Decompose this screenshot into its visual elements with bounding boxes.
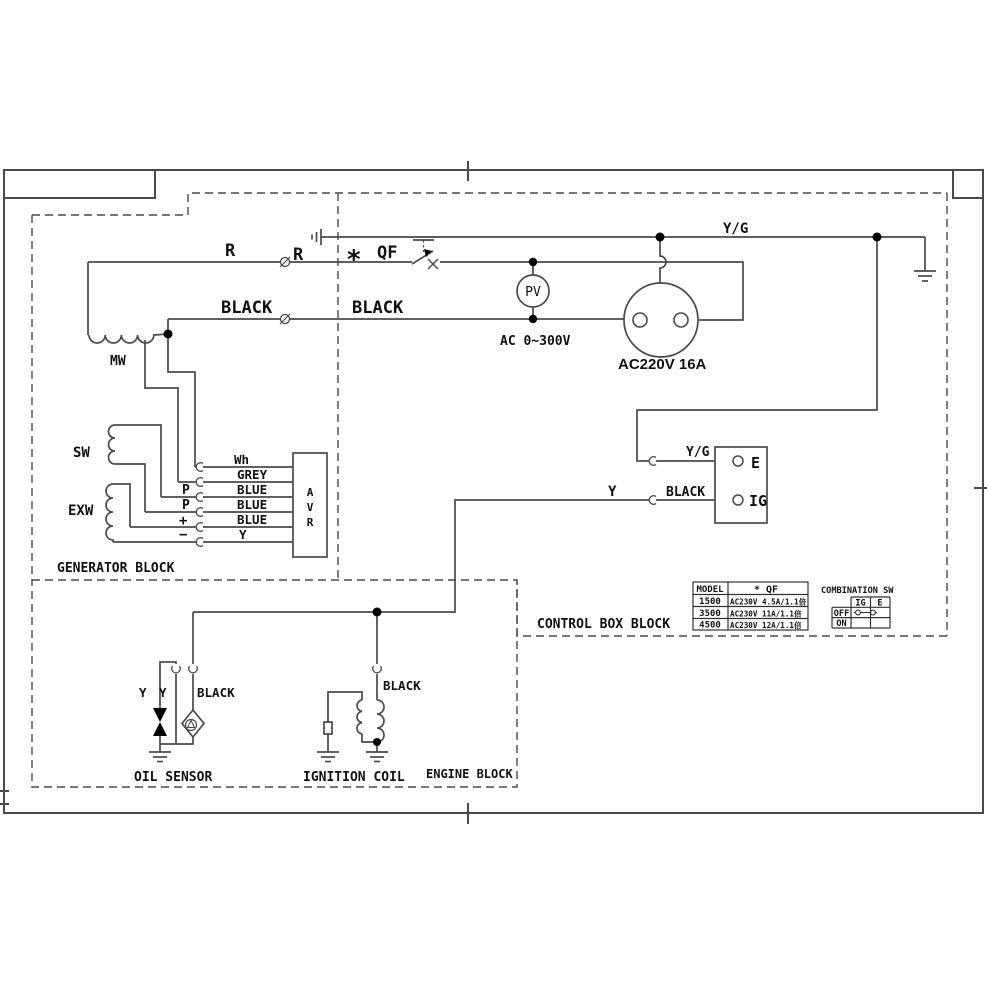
oil-wire-label-black: BLACK <box>197 685 235 700</box>
engine-block-title: ENGINE BLOCK <box>426 767 513 781</box>
qf-label: QF <box>377 243 398 263</box>
inline-connector-black-icon <box>280 314 290 324</box>
terminal-ig-circle <box>733 495 743 505</box>
socket-rating-label: AC220V 16A <box>618 356 707 373</box>
spark-plug-ground-icon <box>317 752 339 762</box>
model-table-cell: 1500 <box>699 597 721 607</box>
wire-label-black-ig: BLACK <box>666 485 706 500</box>
wire-label-y-ig: Y <box>608 484 617 500</box>
terminal-e-circle <box>733 456 743 466</box>
wire-label-black2: BLACK <box>352 298 404 318</box>
engine-block-boundary <box>32 580 517 787</box>
row-label-wh: Wh <box>234 452 250 467</box>
model-table-cell: 3500 <box>699 609 721 619</box>
ignition-coil-title: IGNITION COIL <box>303 770 405 785</box>
combination-sw-off-contact <box>854 610 877 615</box>
plug-connector-icon <box>196 538 203 547</box>
sw-winding <box>109 425 115 464</box>
generator-controlbox-top-boundary <box>32 193 947 215</box>
oil-wire-label-y1: Y <box>139 685 147 700</box>
frame-corner-box-left <box>4 170 155 198</box>
plug-connector-icon <box>196 523 203 532</box>
plug-connector-icon <box>196 493 203 502</box>
plug-connector-icon <box>649 496 656 505</box>
wire-label-r2: R <box>293 245 304 265</box>
model-table-cell: AC230V 4.5A/1.1倍 <box>730 597 807 607</box>
oil-valve-triangle-down <box>153 708 167 722</box>
plug-connector-icon <box>196 478 203 487</box>
junction-dot <box>164 330 173 339</box>
inline-connector-r-icon <box>280 257 290 267</box>
row-label-blue1: BLUE <box>237 482 268 497</box>
model-table-header-model: MODEL <box>696 585 724 595</box>
exw-top-lead <box>113 484 130 527</box>
model-table-cell: 4500 <box>699 620 721 631</box>
model-table-cell: AC230V 12A/1.1倍 <box>730 621 802 630</box>
sw-top-lead <box>115 425 161 497</box>
junction-dot <box>373 608 382 617</box>
oil-sensor-ground-icon <box>149 752 171 762</box>
combination-sw-col-ig: IG <box>855 598 866 609</box>
combination-sw-row-on: ON <box>836 619 847 630</box>
wire-label-r1: R <box>225 241 236 261</box>
asterisk-mark: * <box>346 245 362 275</box>
drawing-frame <box>0 161 987 824</box>
row-label-grey: GREY <box>237 467 268 482</box>
mw-winding <box>89 334 168 343</box>
model-table-cell: AC230V 11A/1.1倍 <box>730 609 802 619</box>
generator-block-title: GENERATOR BLOCK <box>57 561 175 576</box>
junction-dot <box>873 233 882 242</box>
row-label-blue2: BLUE <box>237 497 268 512</box>
plug-connector-icon <box>196 463 203 472</box>
block-boundaries <box>32 193 947 787</box>
sw-winding-label: SW <box>73 445 90 461</box>
socket-pin-right <box>674 313 688 327</box>
spark-plug-symbol <box>324 722 332 734</box>
control-box-title: CONTROL BOX BLOCK <box>537 617 671 632</box>
plug-connector-icon <box>649 457 656 466</box>
plug-connector-icon <box>196 508 203 517</box>
ignition-primary-winding <box>357 700 362 734</box>
pin-label-plus: + <box>179 513 188 529</box>
plug-connector-icon <box>373 666 382 673</box>
pin-label-minus: − <box>179 527 188 543</box>
oil-sensor-title: OIL SENSOR <box>134 770 213 785</box>
oil-wire-label-y2: Y <box>159 685 167 700</box>
wire-to-ig-terminal <box>193 500 715 612</box>
combination-sw-row-off: OFF <box>833 608 850 619</box>
pin-label-p1: P <box>182 483 190 498</box>
row-label-y: Y <box>239 527 247 542</box>
plug-connector-icon <box>189 666 198 673</box>
frame-corner-box-right <box>953 170 983 198</box>
combination-sw-col-e: E <box>877 598 883 609</box>
mw-to-wh <box>168 334 195 467</box>
avr-row-connectors <box>196 463 203 547</box>
avr-letter-a: A <box>306 486 314 499</box>
wires <box>88 237 925 752</box>
junction-dot <box>529 315 537 323</box>
earth-ground-right-icon <box>914 271 936 281</box>
ignition-secondary-winding <box>377 700 384 742</box>
combination-sw-title: COMBINATION SW <box>821 586 894 596</box>
socket-pin-left <box>633 313 647 327</box>
ignition-wire-label-black: BLACK <box>383 678 421 693</box>
junction-dot <box>529 258 537 266</box>
avr-letter-r: R <box>306 516 314 529</box>
plug-connector-icon <box>172 666 181 673</box>
exw-winding <box>106 484 113 542</box>
exw-winding-label: EXW <box>68 503 94 519</box>
pin-label-p2: P <box>182 498 190 513</box>
oil-valve-triangle-up <box>153 722 167 736</box>
voltmeter-range-label: AC 0~300V <box>500 334 571 349</box>
wire-label-yg-top: Y/G <box>723 221 749 237</box>
chassis-ground-left-icon <box>312 229 330 245</box>
model-table-header-qf: * QF <box>753 584 779 596</box>
terminal-label-e: E <box>751 454 761 472</box>
wire-label-black1: BLACK <box>221 298 273 318</box>
junction-dot <box>373 738 381 746</box>
mw-winding-label: MW <box>110 354 126 369</box>
row-label-blue3: BLUE <box>237 512 268 527</box>
labels <box>57 221 894 785</box>
junction-dot <box>656 233 665 242</box>
socket-ground-stem <box>660 237 666 283</box>
frame-border <box>4 170 983 813</box>
qf-breaker-switch <box>412 240 438 269</box>
ignition-ground-icon <box>366 752 388 762</box>
avr-letter-v: V <box>306 501 314 514</box>
terminal-label-ig: IG <box>749 492 768 510</box>
wire-label-yg-e: Y/G <box>686 445 710 460</box>
pv-meter-label: PV <box>525 285 541 300</box>
